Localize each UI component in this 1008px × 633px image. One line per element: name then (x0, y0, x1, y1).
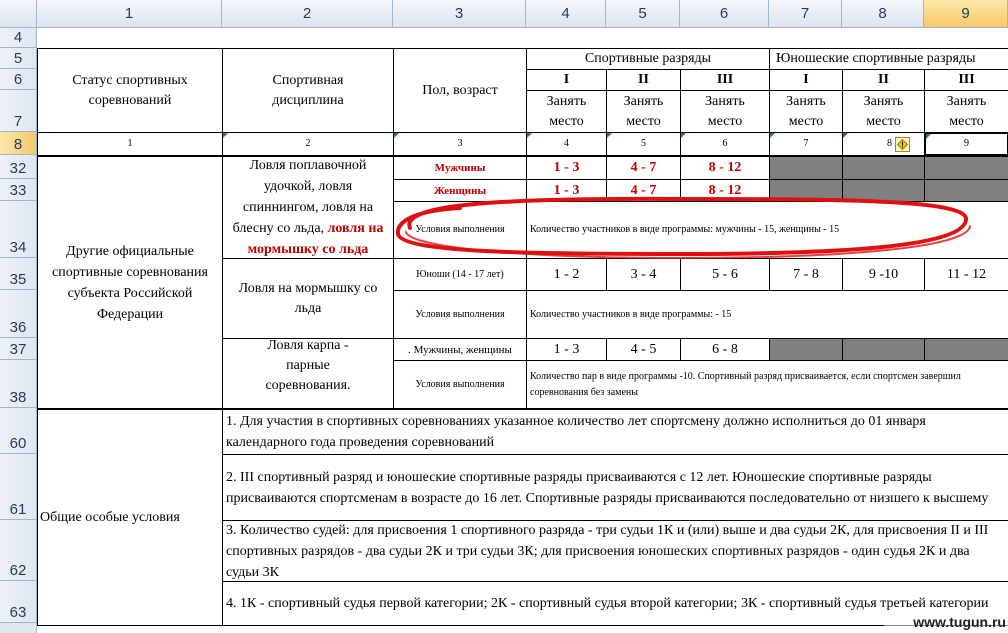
conditions-text-1[interactable]: Количество участников в виде программы: мужчины - 15, женщины - 15 (526, 201, 1008, 259)
header-sex-age-text: Пол, возраст (422, 82, 498, 98)
row-header-32[interactable]: 32 (0, 155, 37, 179)
discipline-2[interactable] (222, 258, 394, 339)
column-header-8[interactable]: 8 (842, 0, 924, 28)
num-cell-7[interactable]: 7 (769, 132, 843, 156)
take-place-8[interactable] (842, 90, 925, 133)
num-cell-1[interactable]: 1 (37, 132, 223, 156)
youth-rank-2[interactable]: 3 - 4 (606, 258, 681, 291)
note-3[interactable] (222, 520, 1008, 582)
note-2[interactable] (222, 454, 1008, 521)
shaded-cell (924, 155, 1008, 180)
error-indicator (607, 133, 612, 138)
column-header-9[interactable]: 9 (924, 0, 1008, 28)
take-place-9-text: Занять место (946, 93, 987, 129)
num-cell-8[interactable] (842, 132, 925, 156)
header-youth-rank-3[interactable]: III (924, 69, 1008, 91)
note-1[interactable] (222, 408, 1008, 455)
error-indicator (394, 133, 399, 138)
header-status-text: Статус спортивных соревнований (72, 72, 188, 108)
column-header-6[interactable]: 6 (680, 0, 769, 28)
header-rank-2[interactable]: II (606, 69, 681, 91)
column-header-2[interactable]: 2 (222, 0, 393, 28)
row-header-35[interactable]: 35 (0, 258, 37, 290)
watermark: www.tugun.ru (884, 614, 1008, 633)
error-indicator (223, 133, 228, 138)
youth-rank-5[interactable]: 9 -10 (842, 258, 925, 291)
women-rank-1[interactable]: 1 - 3 (526, 179, 607, 202)
row-header-4[interactable]: 4 (0, 28, 37, 48)
mw-rank-1[interactable]: 1 - 3 (526, 338, 607, 361)
row-header-60[interactable]: 60 (0, 408, 37, 454)
row-header-6[interactable]: 6 (0, 69, 37, 90)
row-header-36[interactable]: 36 (0, 290, 37, 338)
header-youth-rank-1[interactable]: I (769, 69, 843, 91)
youth-rank-1[interactable]: 1 - 2 (526, 258, 607, 291)
men-women-label[interactable]: . Мужчины, женщины (393, 338, 527, 361)
row-header-38[interactable]: 38 (0, 360, 37, 408)
take-place-6-text: Занять место (705, 93, 745, 129)
row-header-61[interactable]: 61 (0, 454, 37, 520)
note-2-text: 2. III спортивный разряд и юношеские спортивные разряды присваиваются с 12 лет. Юношеские спортивные разряды присваиваются спортсменам в возрасте до 16 лет. Спортивные разряды присваиваются последовательно от низшего к высшему (226, 469, 989, 506)
select-all-corner[interactable] (0, 0, 37, 28)
num-cell-9-active[interactable]: 9 (924, 132, 1008, 156)
discipline-2-text: Ловля на мормышку со льда (238, 280, 378, 316)
num-cell-4[interactable]: 4 (526, 132, 607, 156)
youth-label[interactable]: Юноши (14 - 17 лет) (393, 258, 527, 291)
num-cell-5[interactable]: 5 (606, 132, 681, 156)
row-header-34[interactable]: 34 (0, 201, 37, 258)
conditions-text-2[interactable]: Количество участников в виде программы: - 15 (526, 290, 1008, 339)
women-rank-2[interactable]: 4 - 7 (606, 179, 681, 202)
row-header-7[interactable]: 7 (0, 90, 37, 132)
error-indicator (926, 134, 931, 139)
men-rank-2[interactable]: 4 - 7 (606, 155, 681, 180)
men-label[interactable]: Мужчины (393, 155, 527, 180)
take-place-7-text: Занять место (786, 93, 826, 129)
women-rank-3[interactable]: 8 - 12 (680, 179, 770, 202)
error-indicator (843, 133, 848, 138)
shaded-cell (769, 338, 843, 361)
header-sport-ranks[interactable]: Спортивные разряды (526, 48, 770, 70)
take-place-5[interactable] (606, 90, 681, 133)
note-4-text: 4. 1К - спортивный судья первой категории; 2К - спортивный судья второй категории; 3К - спортивный судья третьей категории (226, 596, 989, 611)
discipline-1[interactable] (222, 155, 394, 259)
column-header-4[interactable]: 4 (526, 0, 606, 28)
row-header-5[interactable]: 5 (0, 48, 37, 69)
youth-rank-6[interactable]: 11 - 12 (924, 258, 1008, 291)
men-rank-1[interactable]: 1 - 3 (526, 155, 607, 180)
discipline-3[interactable] (222, 338, 394, 409)
discipline-1-main: Ловля поплавочной удочкой, ловля спиннингом, ловля на блесну со льда, (232, 158, 374, 236)
take-place-6[interactable] (680, 90, 770, 133)
men-rank-3[interactable]: 8 - 12 (680, 155, 770, 180)
youth-rank-4[interactable]: 7 - 8 (769, 258, 843, 291)
header-sex-age[interactable] (393, 48, 527, 133)
women-label[interactable]: Женщины (393, 179, 527, 202)
mw-rank-2[interactable]: 4 - 5 (606, 338, 681, 361)
row-header-33[interactable]: 33 (0, 179, 37, 201)
column-header-7[interactable]: 7 (769, 0, 842, 28)
shaded-cell (842, 155, 925, 180)
general-conditions-label[interactable] (37, 408, 223, 626)
column-header-3[interactable]: 3 (393, 0, 526, 28)
error-warning-icon[interactable] (895, 137, 910, 152)
conditions-text-3[interactable]: Количество пар в виде программы -10. Спортивный разряд присваивается, если спортсмен завершил соревнования без замены (526, 360, 1008, 409)
highlight-ellipse (380, 190, 980, 266)
youth-rank-3[interactable]: 5 - 6 (680, 258, 770, 291)
shaded-cell (924, 338, 1008, 361)
note-1-text: 1. Для участия в спортивных соревнованиях указанное количество лет спортсмену должно исполниться до 01 января календарного года проведения соревнований (226, 414, 926, 450)
shaded-cell (769, 155, 843, 180)
discipline-1-text (226, 155, 390, 259)
num-cell-3[interactable]: 3 (393, 132, 527, 156)
mw-rank-3[interactable]: 6 - 8 (680, 338, 770, 361)
header-rank-3[interactable]: III (680, 69, 770, 91)
header-rank-1[interactable]: I (526, 69, 607, 91)
error-indicator (770, 133, 775, 138)
column-header-5[interactable]: 5 (606, 0, 680, 28)
discipline-3-text: Ловля карпа - парные соревнования. (265, 338, 351, 393)
general-conditions-text: Общие особые условия (40, 509, 180, 525)
note-3-text: 3. Количество судей: для присвоения 1 спортивного разряда - три судьи 1К и (или) выше и два судьи 2К, для присвоения II и III спортивных разрядов - два судьи 2К и три судьи 3К; для присвоения юношеских спортивных разрядов - один судья 2К и два судьи 3К (226, 522, 989, 580)
header-status[interactable] (37, 48, 223, 133)
error-indicator (527, 133, 532, 138)
num-cell-2[interactable]: 2 (222, 132, 394, 156)
header-youth-ranks[interactable]: Юношеские спортивные разряды (769, 48, 1008, 70)
shaded-cell (842, 338, 925, 361)
column-header-1[interactable]: 1 (37, 0, 222, 28)
header-discipline[interactable] (222, 48, 394, 133)
conditions-label-2[interactable]: Условия выполнения (393, 290, 527, 339)
status-other-official[interactable] (37, 155, 223, 409)
status-other-text: Другие официальные спортивные соревнования субъекта Российской Федерации (52, 243, 208, 322)
row-header-8[interactable]: 8 (0, 132, 37, 155)
take-place-8-text: Занять место (863, 93, 904, 129)
header-discipline-text: Спортивная дисциплина (272, 72, 344, 108)
take-place-7[interactable] (769, 90, 843, 133)
row-header-63[interactable]: 63 (0, 581, 37, 623)
num-cell-6[interactable]: 6 (680, 132, 770, 156)
sheet-bottom-strip (0, 623, 37, 633)
conditions-label-3[interactable]: Условия выполнения (393, 360, 527, 409)
conditions-label-1[interactable]: Условия выполнения (393, 201, 527, 259)
take-place-4[interactable] (526, 90, 607, 133)
row-header-62[interactable]: 62 (0, 520, 37, 581)
take-place-4-text: Занять место (546, 93, 587, 129)
header-youth-rank-2[interactable]: II (842, 69, 925, 91)
discipline-1-red: ловля на мормышку со льда (247, 221, 384, 257)
row-header-37[interactable]: 37 (0, 338, 37, 360)
num-cell-8-text: 8 (887, 138, 892, 149)
take-place-9[interactable] (924, 90, 1008, 133)
take-place-5-text: Занять место (623, 93, 664, 129)
error-indicator (681, 133, 686, 138)
